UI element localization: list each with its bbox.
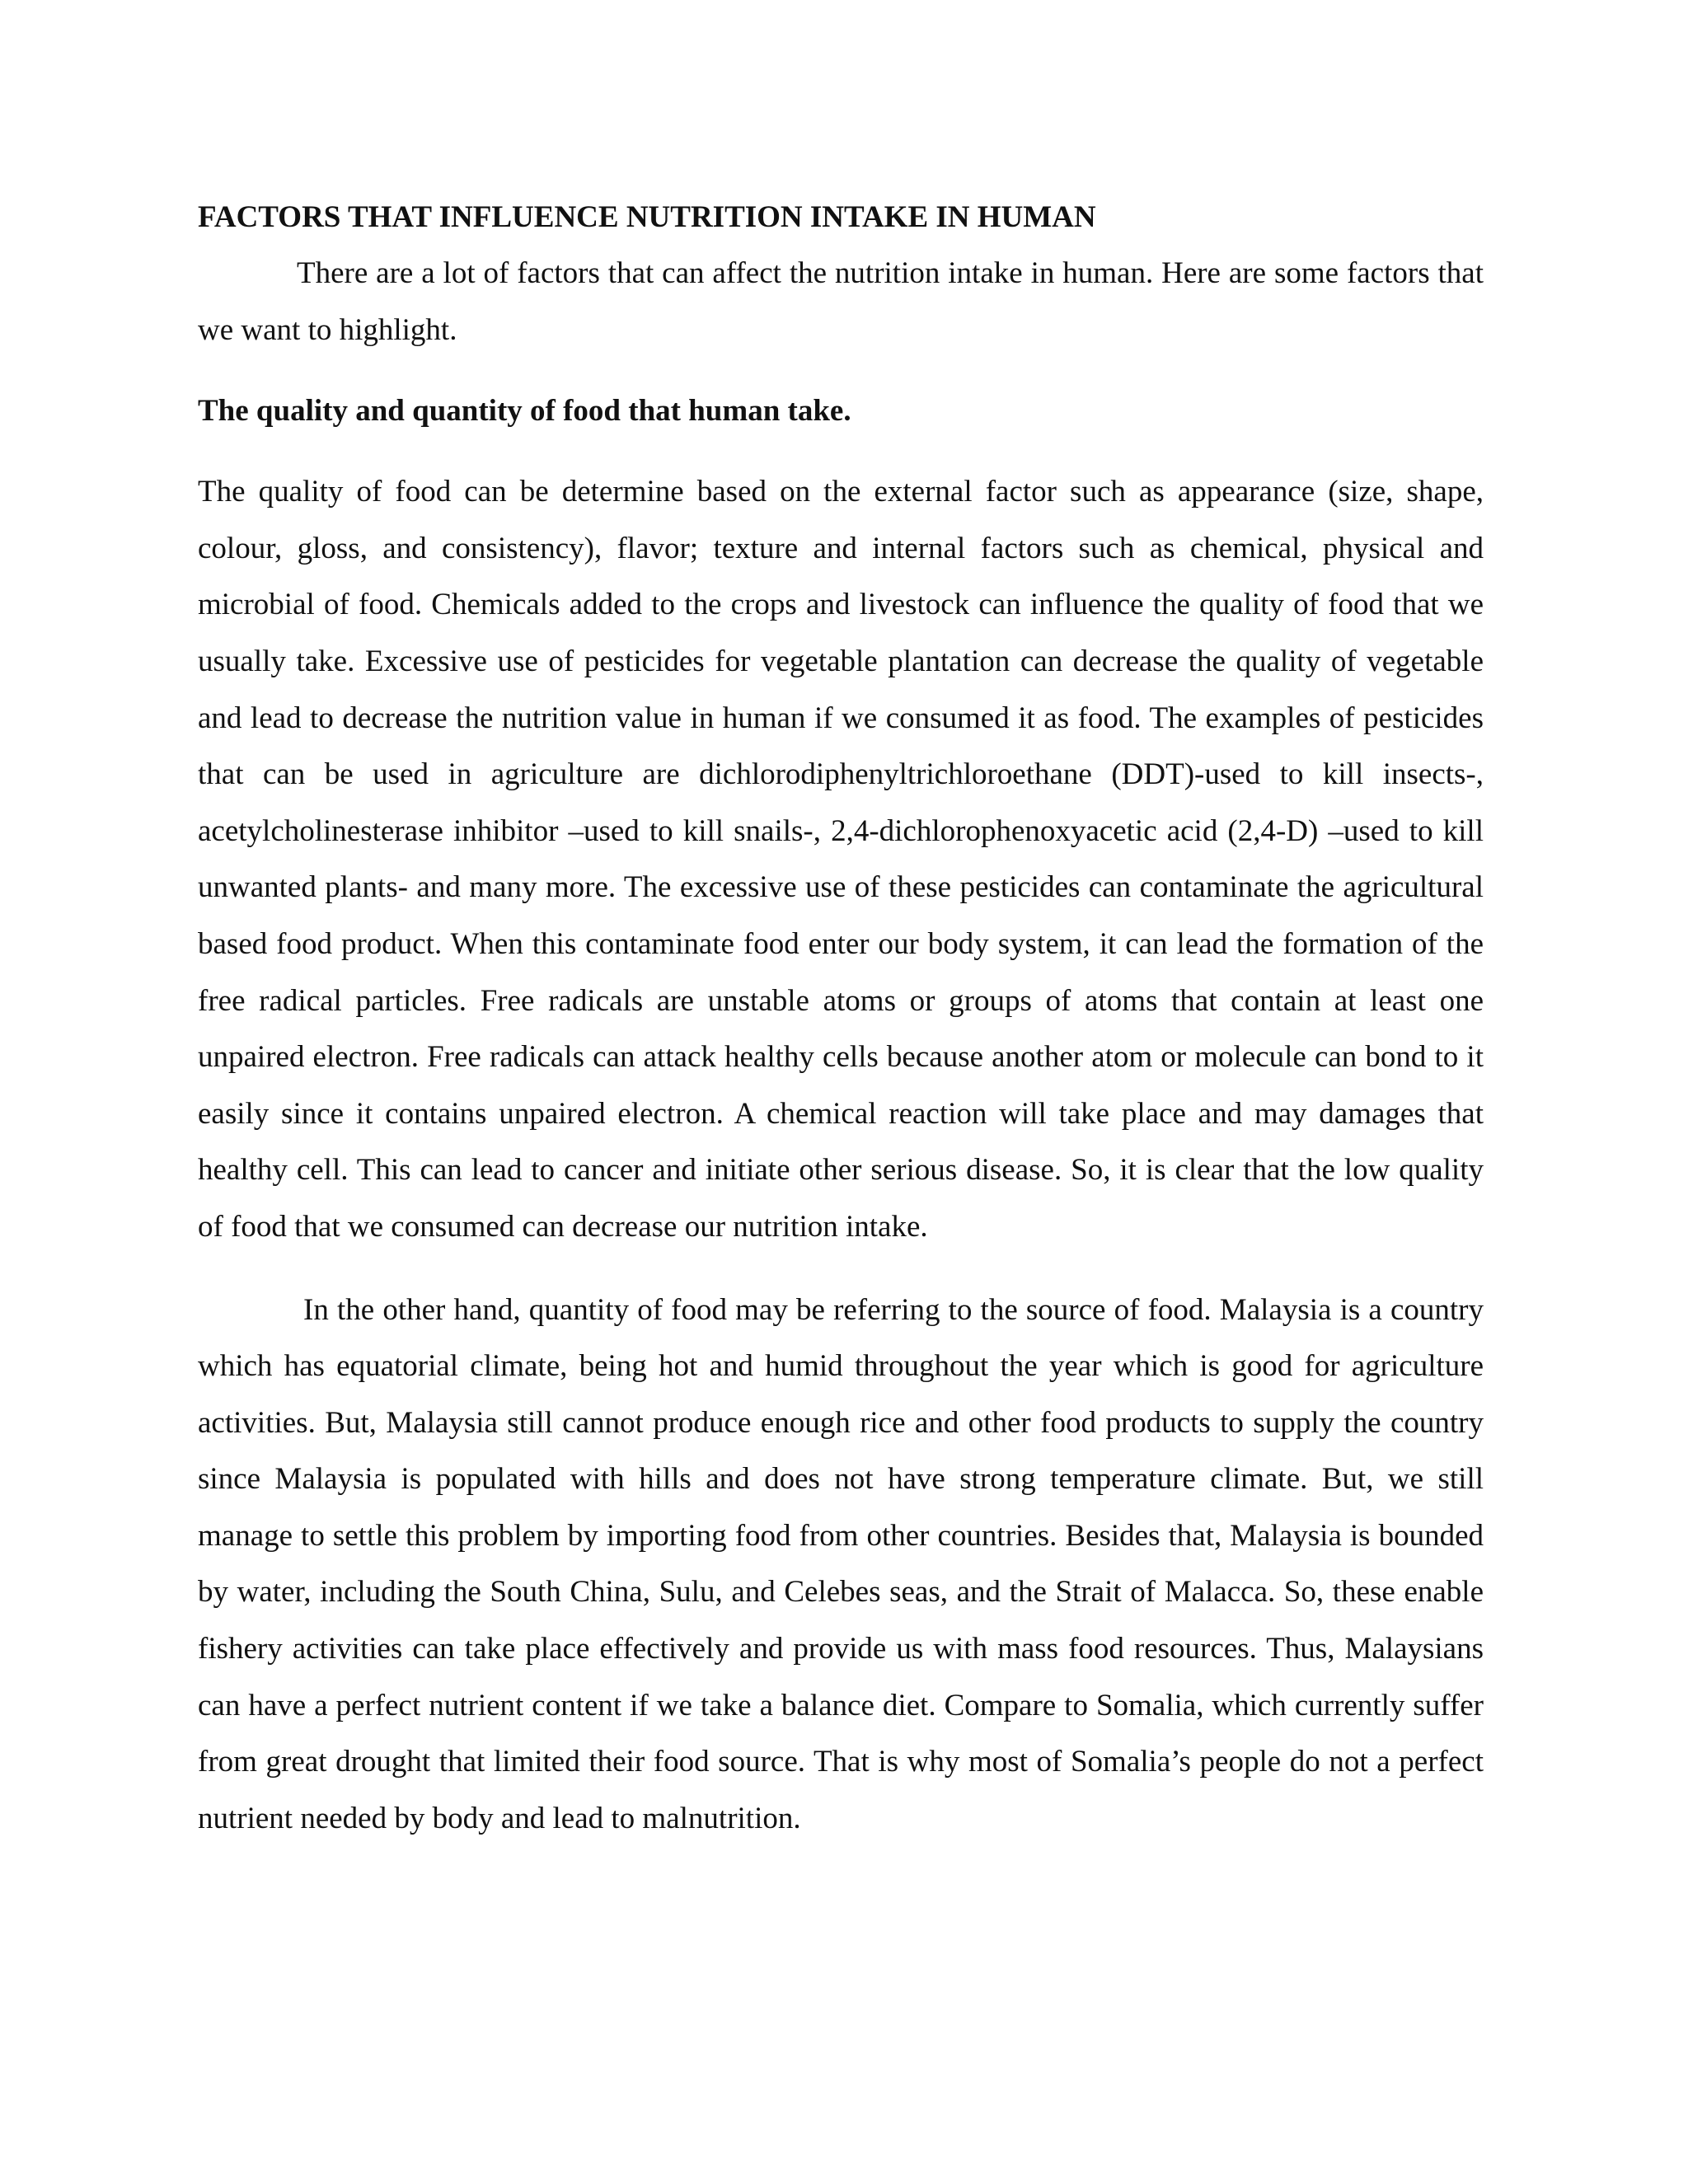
section-heading: The quality and quantity of food that human take. [198,394,851,429]
intro-paragraph: There are a lot of factors that can affect the nutrition intake in human. Here are some factors that we want to highlight. [198,256,1484,347]
document-title: FACTORS THAT INFLUENCE NUTRITION INTAKE IN HUMAN [198,200,1096,234]
document-page [198,190,1484,1847]
quantity-paragraph: In the other hand, quantity of food may be referring to the source of food. Malaysia is a country which has equatorial climate, being hot and humid throughout the year which is good for agriculture activities. But, Malaysia still cannot produce enough rice and other food products to supply the country since Malaysia is populated with hills and does not have strong temperature climate. But, we still manage to settle this problem by importing food from other countries. Besides that, Malaysia is bounded by water, including the South China, Sulu, and Celebes seas, and the Strait of Malacca. So, these enable fishery activities can take place effectively and provide us with mass food resources. Thus, Malaysians can have a perfect nutrient content if we take a balance diet. Compare to Somalia, which currently suffer from great drought that limited their food source. That is why most of Somalia’s people do not a perfect nutrient needed by body and lead to malnutrition. [198,1292,1484,1835]
quality-paragraph: The quality of food can be determine based on the external factor such as appearance (size, shape, colour, gloss, and consistency), flavor; texture and internal factors such as chemical, physical and microbial of food. Chemicals added to the crops and livestock can influence the quality of food that we usually take. Excessive use of pesticides for vegetable plantation can decrease the quality of vegetable and lead to decrease the nutrition value in human if we consumed it as food. The examples of pesticides that can be used in agriculture are dichlorodiphenyltrichloroethane (DDT)-used to kill insects-, acetylcholinesterase inhibitor –used to kill snails-, 2,4-dichlorophenoxyacetic acid (2,4-D) –used to kill unwanted plants- and many more. The excessive use of these pesticides can contaminate the agricultural based food product. When this contaminate food enter our body system, it can lead the formation of the free radical particles. Free radicals are unstable atoms or groups of atoms that contain at least one unpaired electron. Free radicals can attack healthy cells because another atom or molecule can bond to it easily since it contains unpaired electron. A chemical reaction will take place and may damages that healthy cell. This can lead to cancer and initiate other serious disease. So, it is clear that the low quality of food that we consumed can decrease our nutrition intake. [198,475,1484,1244]
